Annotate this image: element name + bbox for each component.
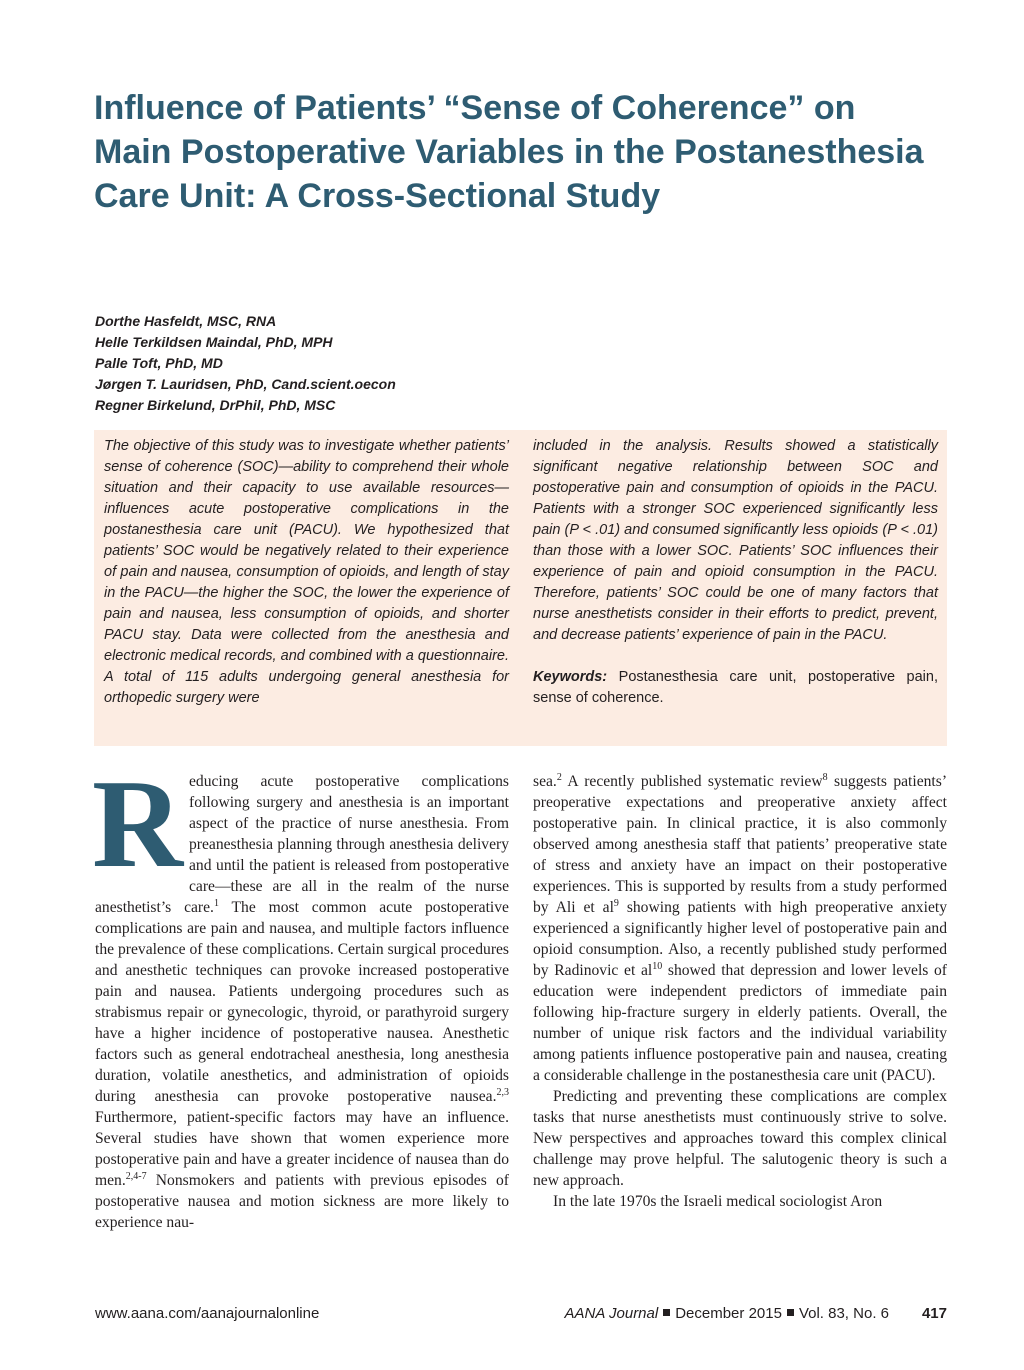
article-title: Influence of Patients’ “Sense of Coherence” on Main Postoperative Variables in the Postanesthesia Care Unit: A Cross-Sectional Study [94, 89, 924, 215]
journal-url-link[interactable]: www.aana.com/aanajournalonline [95, 1305, 320, 1322]
body-text: Furthermore, patient-specific factors may have an influence. Several studies have shown that women experience more postoperative pain and have a greater incidence of nausea than do men. [95, 1109, 509, 1189]
reference-marker[interactable]: 2,3 [496, 1087, 509, 1098]
reference-marker[interactable]: 10 [652, 961, 663, 972]
journal-info [565, 1304, 889, 1324]
keywords-label: Keywords: [533, 669, 608, 685]
volume-issue: Vol. 83, No. 6 [798, 1305, 889, 1322]
body-text: showing patients with high preoperative anxiety experienced a significantly higher level of postoperative pain and opioid consumption. Also, a recently published study performed by Radinovic et al [533, 899, 947, 979]
reference-marker[interactable]: 9 [613, 898, 619, 909]
body-text: Nonsmokers and patients with previous episodes of postoperative nausea and motion sickness are more likely to experience nau- [95, 1172, 509, 1231]
body-right-column [533, 771, 947, 1212]
body-text: A recently published systematic review [561, 773, 823, 790]
reference-marker[interactable]: 2 [556, 772, 562, 783]
square-bullet-icon [787, 1309, 794, 1316]
body-text: The most common acute postoperative complications are pain and nausea, and multiple factors influence the prevalence of these complications. Certain surgical procedures and anesthetic techniques can provoke increased postoperative pain and nausea. Patients undergoing procedures such as strabismus repair or gynecologic, thyroid, or parathyroid surgery have a higher incidence of postoperative nausea. Anesthetic factors such as general endotracheal anesthesia, long anesthesia duration, volatile anesthetics, and administration of opioids during anesthesia can provoke postoperative nausea. [95, 899, 509, 1105]
reference-marker[interactable]: 8 [822, 772, 828, 783]
author-name: Palle Toft, PhD, MD [95, 355, 223, 371]
body-text: suggests patients’ preoperative expectations and preoperative anxiety affect postoperative pain. In clinical practice, it is also commonly observed among anesthesia staff that patients’ preoperative state of stress and anxiety have an impact on their postoperative experiences. This is supported by results from a study performed by Ali et al [533, 773, 948, 916]
body-paragraph [533, 771, 947, 1086]
author-list [95, 311, 695, 416]
abstract-text: included in the analysis. Results showed a statistically significant negative relationship between SOC and postoperative pain and consumption of opioids in the PACU. Patients with a stronger SOC experienced significantly less pain (P < .01) and consumed significantly less opioids (P < .01) than those with a lower SOC. Patients’ SOC influences their experience of pain and opioid consumption in the PACU. Therefore, patients’ SOC could be one of many factors that nurse anesthetists consider in their efforts to predict, prevent, and decrease patients’ experience of pain in the PACU. [533, 438, 938, 643]
journal-name: AANA Journal [564, 1305, 659, 1322]
author-name: Regner Birkelund, DrPhil, PhD, MSC [95, 397, 336, 413]
body-text: sea. [533, 773, 557, 790]
body-text: showed that depression and lower levels of education were independent predictors of immediate pain following hip-fracture surgery in elderly patients. Overall, the number of unique risk factors and the individual variability among patients influence postoperative pain and nausea, creating a considerable challenge in the postanesthesia care unit (PACU). [533, 962, 947, 1084]
author-name: Helle Terkildsen Maindal, PhD, MPH [95, 334, 333, 350]
issue-date: December 2015 [675, 1305, 782, 1322]
body-text: educing acute postoperative complications following surgery and anesthesia is an important aspect of the practice of nurse anesthesia. From preanesthesia planning through anesthesia delivery and until the patient is released from postoperative care—these are all in the realm of the nurse anesthetist’s care. [95, 773, 509, 916]
reference-marker[interactable]: 2,4-7 [125, 1171, 147, 1182]
author-name: Dorthe Hasfeldt, MSC, RNA [95, 313, 277, 329]
abstract-box [94, 430, 947, 746]
page-footer [95, 1304, 947, 1324]
body-paragraph: Predicting and preventing these complications are complex tasks that nurse anesthetists must continuously strive to solve. New perspectives and approaches toward this complex clinical challenge may prove helpful. The salutogenic theory is such a new approach. [533, 1088, 947, 1189]
square-bullet-icon [663, 1309, 670, 1316]
page-number: 417 [921, 1305, 947, 1322]
abstract-text: The objective of this study was to investigate whether patients’ sense of coherence (SOC)—ability to comprehend their whole situation and their capacity to use available resources—influences acute postoperative complications in the postanesthesia care unit (PACU). We hypothesized that patients’ SOC would be negatively related to their experience of pain and nausea, consumption of opioids, and length of stay in the PACU—the higher the SOC, the lower the experience of pain and nausea, less consumption of opioids, and shorter PACU stay. Data were collected from the anesthesia and electronic medical records, and combined with a questionnaire. A total of 115 adults undergoing general anesthesia for orthopedic surgery were [104, 438, 509, 706]
author-name: Jørgen T. Lauridsen, PhD, Cand.scient.oecon [95, 376, 396, 392]
keywords-text: Postanesthesia care unit, postoperative pain, sense of coherence. [533, 669, 938, 706]
abstract-left-column [104, 436, 509, 709]
body-paragraph [92, 755, 509, 1233]
keywords [533, 667, 938, 709]
reference-marker[interactable]: 1 [213, 898, 219, 909]
body-left-column [92, 755, 509, 1233]
body-paragraph: In the late 1970s the Israeli medical sociologist Aron [553, 1193, 883, 1210]
drop-cap: R [92, 755, 183, 894]
abstract-right-column [533, 436, 938, 709]
